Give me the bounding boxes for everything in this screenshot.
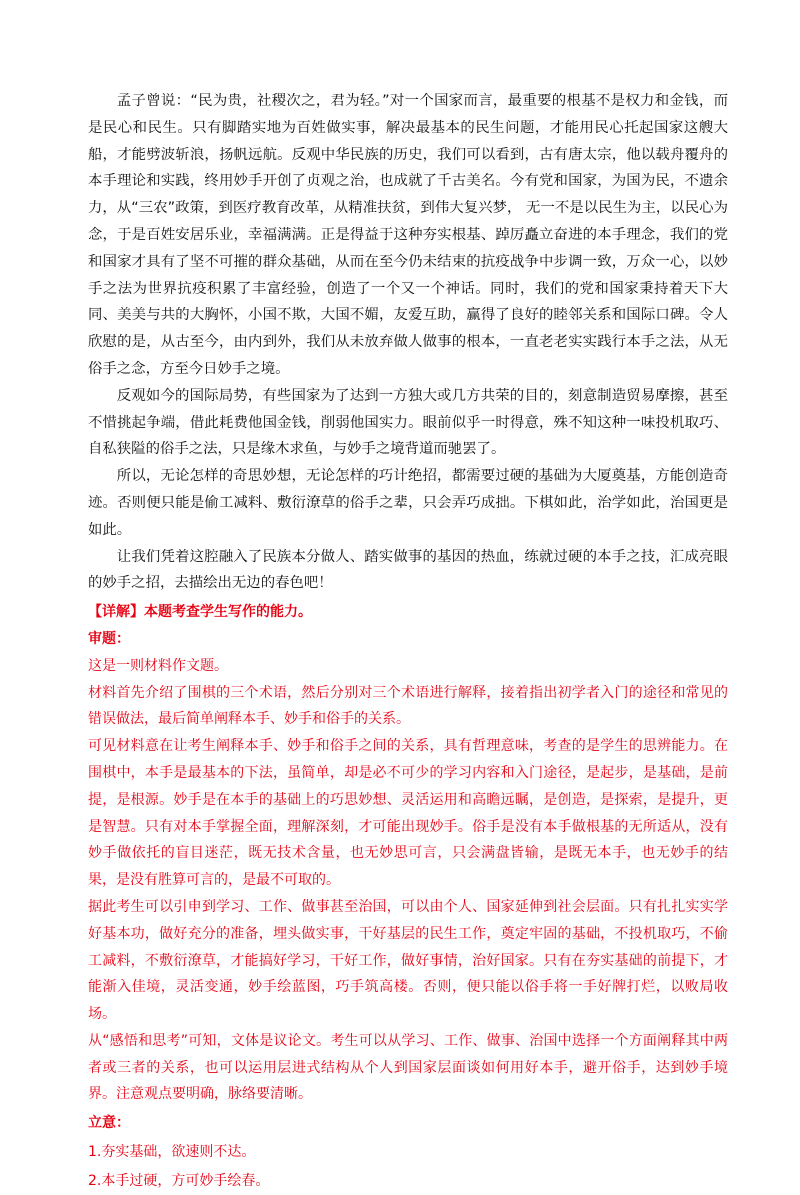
essay-paragraph: 反观如今的国际局势，有些国家为了达到一方独大或几方共荣的目的，刻意制造贸易摩擦，甚至不惜挑起争端，借此耗费他国金钱，削弱他国实力。眼前似乎一时得意，殊不知这种一味投机取巧、自私狭隘的俗手之法，只是缘木求鱼，与妙手之境背道而驰罢了。 — [88, 387, 728, 458]
analysis-section — [88, 599, 728, 1195]
shenti-paragraph: 材料首先介绍了围棋的三个术语，然后分别对三个术语进行解释，接着指出初学者入门的途径和常见的错误做法，最后简单阐释本手、妙手和俗手的关系。 — [88, 684, 728, 728]
shenti-paragraph: 据此考生可以引申到学习、工作、做事甚至治国，可以由个人、国家延伸到社会层面。只有扎扎实实学好基本功，做好充分的准备，埋头做实事，干好基层的民生工作，奠定牢固的基础，不投机取巧，不偷工减料，不敷衍潦草，才能搞好学习，干好工作，做好事情，治好国家。只有在夯实基础的前提下，才能渐入佳境，灵活变通，妙手绘蓝图，巧手筑高楼。否则，便只能以俗手将一手好牌打烂，以败局收场。 — [88, 898, 728, 1023]
liyi-item: 1.夯实基础，欲速则不达。 — [88, 1144, 256, 1161]
shenti-paragraph: 从“感悟和思考”可知，文体是议论文。考生可以从学习、工作、做事、治国中选择一个方面阐释其中两者或三者的关系，也可以运用层进式结构从个人到国家层面谈如何用好本手，避开俗手，达到妙手境界。注意观点要明确，脉络要清晰。 — [88, 1032, 728, 1103]
liyi-item: 2.本手过硬，方可妙手绘春。 — [88, 1172, 270, 1189]
shenti-paragraph: 可见材料意在让考生阐释本手、妙手和俗手之间的关系，具有哲理意味，考查的是学生的思辨能力。在围棋中，本手是最基本的下法，虽简单，却是必不可少的学习内容和入门途径，是起步，是基础，是前提，是根源。妙手是在本手的基础上的巧思妙想、灵活运用和高瞻远瞩，是创造，是探索，是提升，更是智慧。只有对本手掌握全面，理解深刻，才可能出现妙手。俗手是没有本手做根基的无所适从，没有妙手做依托的盲目迷茫，既无技术含量，也无妙思可言，只会满盘皆输，是既无本手，也无妙手的结果，是没有胜算可言的，是最不可取的。 — [88, 738, 728, 889]
essay-body — [88, 88, 728, 597]
essay-paragraph: 所以，无论怎样的奇思妙想，无论怎样的巧计绝招，都需要过硬的基础为大厦奠基，方能创造奇迹。否则便只能是偷工减料、敷衍潦草的俗手之辈，只会弄巧成拙。下棋如此，治学如此，治国更是如此。 — [88, 468, 728, 538]
liyi-label: 立意： — [88, 1115, 130, 1132]
essay-paragraph: 孟子曾说：“民为贵，社稷次之，君为轻。”对一个国家而言，最重要的根基不是权力和金钱，而是民心和民生。只有脚踏实地为百姓做实事，解决最基本的民生问题，才能用民心托起国家这艘大船，才能劈波斩浪，扬帆远航。反观中华民族的历史，我们可以看到，古有唐太宗，他以载舟覆舟的本手理论和实践，终用妙手开创了贞观之治，也成就了千古美名。今有党和国家，为国为民，不遗余力，从“三农”政策，到医疗教育改革，从精准扶贫，到伟大复兴梦， 无一不是以民生为主，以民心为念，于是百姓安居乐业，幸福满满。正是得益于这种夯实根基、踔厉矗立奋进的本手理念，我们的党和国家才具有了坚不可摧的群众基础，从而在至今仍未结束的抗疫战争中步调一致，万众一心，以妙手之法为世界抗疫积累了丰富经验，创造了一个又一个神话。同时，我们的党和国家秉持着天下大同、美美与共的大胸怀，小国不欺，大国不媚，友爱互助，赢得了良好的睦邻关系和国际口碑。令人欣慰的是，从古至今，由内到外，我们从未放弃做人做事的根本，一直老老实实践行本手之法，从无俗手之念，方至今日妙手之境。 — [88, 93, 728, 377]
shenti-paragraph: 这是一则材料作文题。 — [88, 657, 228, 674]
analysis-heading: 【详解】本题考查学生写作的能力。 — [88, 604, 312, 621]
essay-paragraph: 让我们凭着这腔融入了民族本分做人、踏实做事的基因的热血，练就过硬的本手之技，汇成亮眼的妙手之招，去描绘出无边的春色吧！ — [88, 548, 728, 592]
shenti-label: 审题： — [88, 630, 130, 647]
document-page — [88, 88, 728, 1195]
